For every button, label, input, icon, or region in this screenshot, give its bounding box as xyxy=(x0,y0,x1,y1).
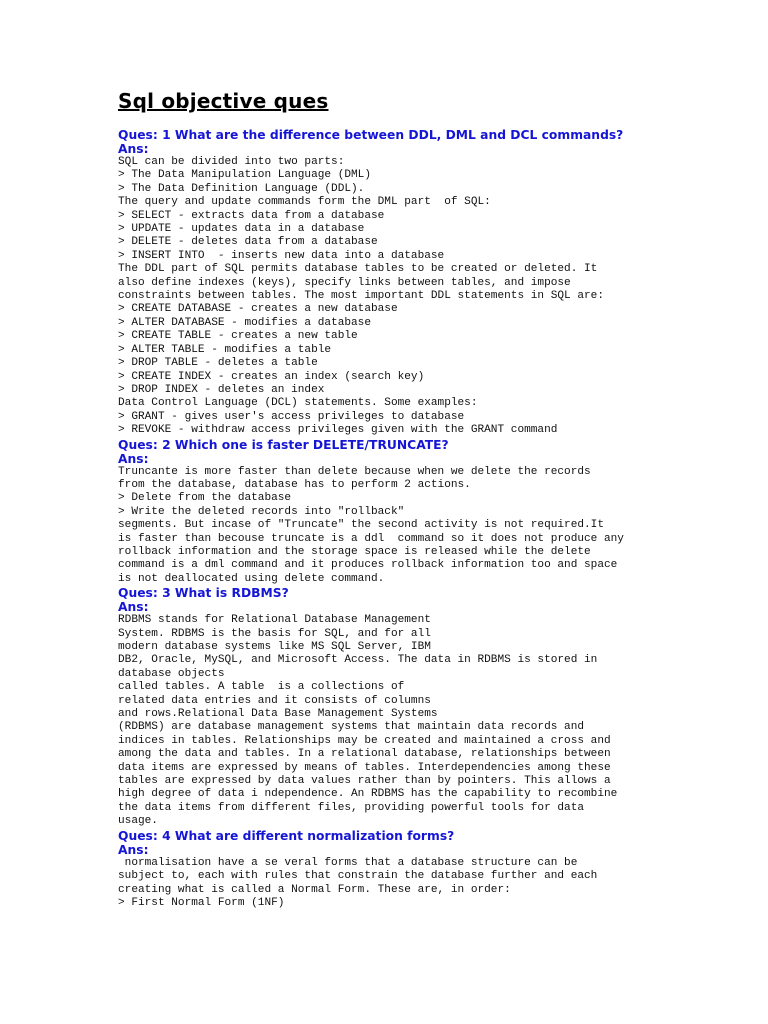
answer-line: > UPDATE - updates data in a database xyxy=(118,223,365,236)
document-title: Sql objective ques xyxy=(118,89,329,113)
question-heading: Ques: 2 Which one is faster DELETE/TRUNCATE? xyxy=(118,437,449,452)
answer-line: related data entries and it consists of columns xyxy=(118,694,431,707)
answer-line: called tables. A table is a collections of xyxy=(118,681,405,694)
answer-line: modern database systems like MS SQL Server, IBM xyxy=(118,641,431,653)
answer-line: > Write the deleted records into "rollback" xyxy=(118,505,405,518)
answer-line: rollback information and the storage space is released while the delete xyxy=(118,545,591,558)
answer-line: > ALTER TABLE - modifies a table xyxy=(118,343,332,356)
answer-label: Ans: xyxy=(118,600,149,615)
answer-line: > CREATE DATABASE - creates a new database xyxy=(118,303,398,316)
answer-line: command is a dml command and it produces rollback information too and space xyxy=(118,559,618,572)
answer-line: high degree of data i ndependence. An RDBMS has the capability to recombine xyxy=(118,788,618,801)
document-page xyxy=(118,88,758,910)
question-heading: Ques: 1 What are the difference between DDL, DML and DCL commands? xyxy=(118,128,624,142)
question-section xyxy=(118,438,758,587)
answer-label: Ans: xyxy=(118,142,149,156)
answer-line: the data items from different files, providing powerful tools for data xyxy=(118,801,585,814)
answer-line: is faster than becouse truncate is a ddl command so it does not produce any xyxy=(118,532,624,545)
question-list xyxy=(118,128,758,910)
answer-line: from the database, database has to perform 2 actions. xyxy=(118,478,471,491)
answer-line: also define indexes (keys), specify links between tables, and impose xyxy=(118,276,571,289)
answer-line: > DELETE - deletes data from a database xyxy=(118,236,378,249)
answer-line: among the data and tables. In a relational database, relationships between xyxy=(118,748,611,761)
answer-label: Ans: xyxy=(118,842,149,857)
answer-line: indices in tables. Relationships may be created and maintained a cross and xyxy=(118,734,611,747)
answer-line: > The Data Manipulation Language (DML) xyxy=(118,169,371,182)
answer-line: database objects xyxy=(118,667,225,680)
answer-line: > SELECT - extracts data from a database xyxy=(118,209,385,222)
answer-line: tables are expressed by data values rather than by pointers. This allows a xyxy=(118,775,611,788)
question-section xyxy=(118,586,758,829)
answer-line: > DROP TABLE - deletes a table xyxy=(118,357,318,370)
answer-line: SQL can be divided into two parts: xyxy=(118,156,345,168)
question-heading: Ques: 3 What is RDBMS? xyxy=(118,586,289,601)
answer-line: > DROP INDEX - deletes an index xyxy=(118,383,325,396)
answer-line: (RDBMS) are database management systems that maintain data records and xyxy=(118,721,585,734)
answer-line: > Delete from the database xyxy=(118,492,292,505)
answer-line: DB2, Oracle, MySQL, and Microsoft Access. The data in RDBMS is stored in xyxy=(118,654,598,667)
question-section xyxy=(118,829,758,911)
answer-line: RDBMS stands for Relational Database Management xyxy=(118,614,431,627)
answer-line: > REVOKE - withdraw access privileges given with the GRANT command xyxy=(118,424,558,437)
question-heading: Ques: 4 What are different normalization forms? xyxy=(118,828,455,843)
answer-line: segments. But incase of "Truncate" the second activity is not required.It xyxy=(118,519,604,532)
answer-line: Truncante is more faster than delete because when we delete the records xyxy=(118,465,591,478)
answer-line: > ALTER DATABASE - modifies a database xyxy=(118,316,371,329)
answer-line: The DDL part of SQL permits database tables to be created or deleted. It xyxy=(118,263,598,276)
answer-label: Ans: xyxy=(118,451,149,466)
answer-line: and rows.Relational Data Base Management Systems xyxy=(118,708,438,721)
answer-line: > INSERT INTO - inserts new data into a database xyxy=(118,249,445,262)
answer-line: > CREATE INDEX - creates an index (search key) xyxy=(118,370,425,383)
answer-line: is not deallocated using delete command. xyxy=(118,572,385,585)
answer-line: usage. xyxy=(118,815,158,828)
question-section xyxy=(118,128,758,438)
answer-line: constraints between tables. The most important DDL statements in SQL are: xyxy=(118,290,604,303)
answer-line: > GRANT - gives user's access privileges to database xyxy=(118,410,465,423)
answer-line: subject to, each with rules that constrain the database further and each xyxy=(118,870,598,883)
answer-line: The query and update commands form the DML part of SQL: xyxy=(118,196,491,209)
answer-line: > First Normal Form (1NF) xyxy=(118,896,285,909)
answer-line: > CREATE TABLE - creates a new table xyxy=(118,330,358,343)
answer-line: > The Data Definition Language (DDL). xyxy=(118,182,365,195)
answer-line: normalisation have a se veral forms that a database structure can be xyxy=(118,856,578,869)
answer-line: System. RDBMS is the basis for SQL, and for all xyxy=(118,627,431,640)
answer-line: creating what is called a Normal Form. These are, in order: xyxy=(118,883,511,896)
answer-line: Data Control Language (DCL) statements. Some examples: xyxy=(118,397,478,410)
answer-line: data items are expressed by means of tables. Interdependencies among these xyxy=(118,761,611,774)
